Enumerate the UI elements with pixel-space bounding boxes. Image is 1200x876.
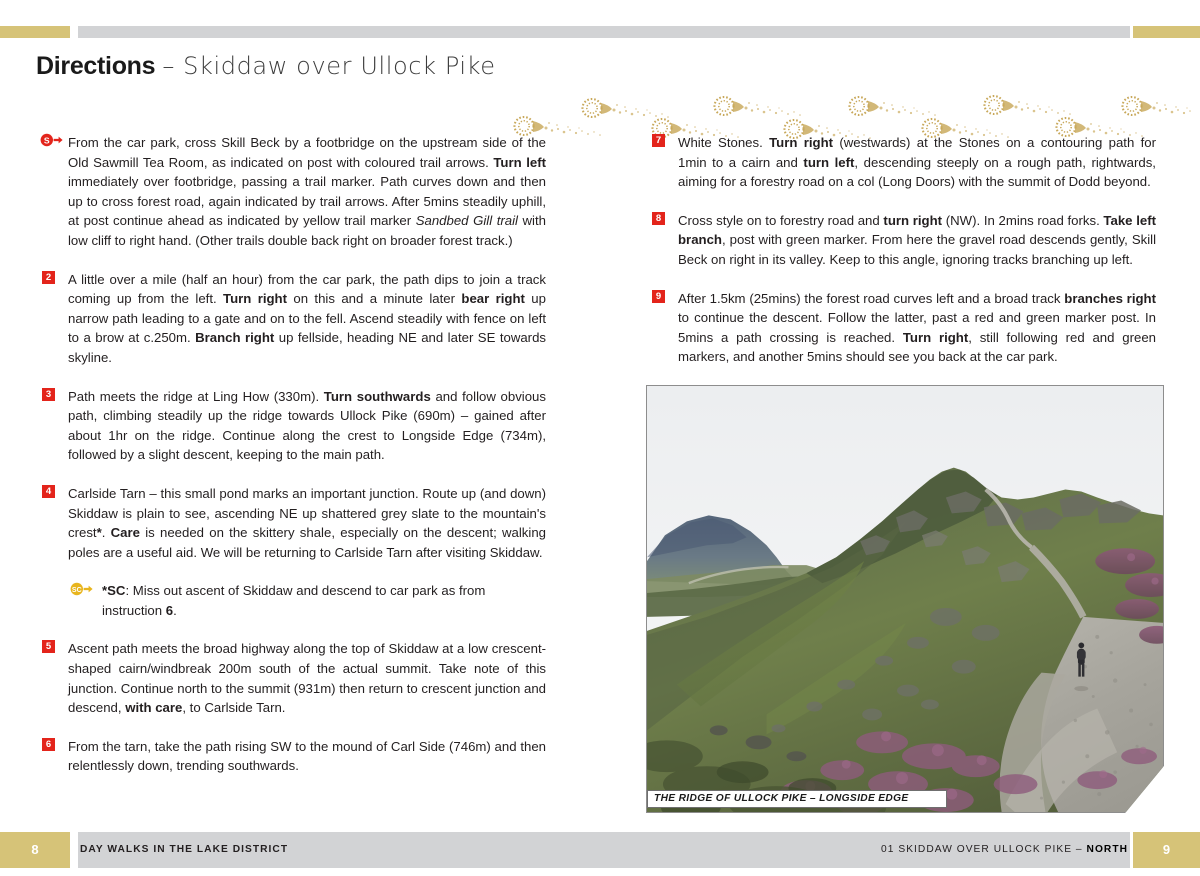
ridge-photo [646, 385, 1164, 813]
direction-step [36, 639, 546, 717]
svg-text:S: S [43, 135, 50, 146]
page-title-subtitle: – Skiddaw over Ullock Pike [162, 52, 496, 80]
direction-step-text: From the tarn, take the path rising SW to the mound of Carl Side (746m) and then relentlessly down, trending southwards. [68, 738, 546, 774]
step-number-badge: 7 [652, 134, 665, 147]
photo-caption: THE RIDGE OF ULLOCK PIKE – LONGSIDE EDGE [647, 790, 947, 808]
directions-column-left [36, 133, 546, 795]
start-marker-icon [40, 133, 64, 147]
step-number-badge: 8 [652, 212, 665, 225]
step-number-badge: 4 [42, 485, 55, 498]
step-number-badge: 3 [42, 388, 55, 401]
step-number-badge: 9 [652, 290, 665, 303]
short-cut-note [70, 581, 546, 620]
page-header [0, 46, 1200, 108]
footer-book-title: DAY WALKS IN THE LAKE DISTRICT [80, 844, 289, 855]
page-title-strong: Directions [36, 52, 156, 80]
directions-column-right [646, 133, 1156, 386]
footer-route-title [881, 832, 1128, 868]
top-rule-gold-left [0, 26, 70, 38]
direction-step [36, 737, 546, 776]
top-rule-gray [78, 26, 1130, 38]
direction-step [36, 133, 546, 251]
step-number-badge: 6 [42, 738, 55, 751]
direction-step [646, 211, 1156, 270]
top-rule-gold-right [1133, 26, 1200, 38]
page-number-right: 9 [1162, 842, 1171, 857]
direction-step-text: From the car park, cross Skill Beck by a footbridge on the upstream side of the Old Sawmill Tea Room, as indicated on post with coloured trail arrows. Turn left immediately over footbridge, passing a trail marker. Path curves down and then up to cross forest road, again indicated by trail arrows. After 5mins steadily uphill, at post continue ahead as indicated by yellow trail marker Sandbed Gill trail with low cliff to right hand. (Other trails double back right on broader forest track.) [68, 135, 547, 248]
direction-step [646, 133, 1156, 192]
direction-step-text: Carlside Tarn – this small pond marks an important junction. Route up (and down) Skiddaw is plain to see, ascending NE up shattered grey slate to the mountain's crest*. Care is needed on the skittery shale, especially on the descent; walking poles are a useful aid. We will be returning to Carlside Tarn after visiting Skiddaw. [68, 485, 547, 560]
direction-step-text: A little over a mile (half an hour) from the car park, the path dips to join a track coming up from the left. Turn right on this and a minute later bear right up narrow path leading to a gate and on to the fell. Ascend steadily with fence on left to a brow at c.250m. Branch right up fellside, heading NE and later SE towards skyline. [68, 271, 547, 365]
footer-route-region: NORTH [1086, 844, 1128, 855]
page-number-left: 8 [31, 842, 39, 857]
page-footer [0, 832, 1200, 868]
direction-step [36, 484, 546, 562]
top-rule [0, 26, 1200, 38]
footer-route-name: 01 SKIDDAW OVER ULLOCK PIKE – [881, 844, 1087, 855]
direction-step-text: Ascent path meets the broad highway along the top of Skiddaw at a low crescent-shaped cairn/windbreak 200m south of the actual summit. Take note of this junction. Continue north to the summit (931m) then return to crescent junction and descend, with care, to Carlside Tarn. [68, 641, 546, 716]
step-number-badge: 5 [42, 640, 55, 653]
svg-text:SC: SC [71, 587, 82, 595]
step-number-badge: 2 [42, 271, 55, 284]
direction-step-text: Path meets the ridge at Ling How (330m). Turn southwards and follow obvious path, climbing steadily up the ridge towards Ullock Pike (690m) – gained after about 1hr on the ridge. Continue along the crest to Longside Edge (734m), followed by a slight descent, keeping to the main path. [68, 388, 546, 463]
direction-step [36, 270, 546, 368]
direction-step [646, 289, 1156, 367]
photo-figure [646, 385, 1164, 813]
direction-step [36, 387, 546, 465]
direction-step-text: After 1.5km (25mins) the forest road curves left and a broad track branches right to continue the descent. Follow the latter, past a red and green marker post. In 5mins a path crossing is reached. Turn right, still following red and green markers, and another 5mins should see you back at the car park. [678, 290, 1156, 365]
short-cut-note-text: *SC: Miss out ascent of Skiddaw and descend to car park as from instruction 6. [102, 583, 486, 618]
page-title [36, 52, 496, 81]
direction-step-text: Cross style on to forestry road and turn right (NW). In 2mins road forks. Take left branch, post with green marker. From here the gravel road descends gently, Skill Beck on right in its valley. Keep to this angle, ignoring tracks branching up left. [678, 212, 1156, 267]
direction-step-text: White Stones. Turn right (westwards) at the Stones on a contouring path for 1min to a cairn and turn left, descending steeply on a rough path, rightwards, aiming for a forestry road on a col (Long Doors) with the summit of Dodd beyond. [678, 135, 1156, 190]
short-cut-marker-icon [70, 582, 94, 596]
